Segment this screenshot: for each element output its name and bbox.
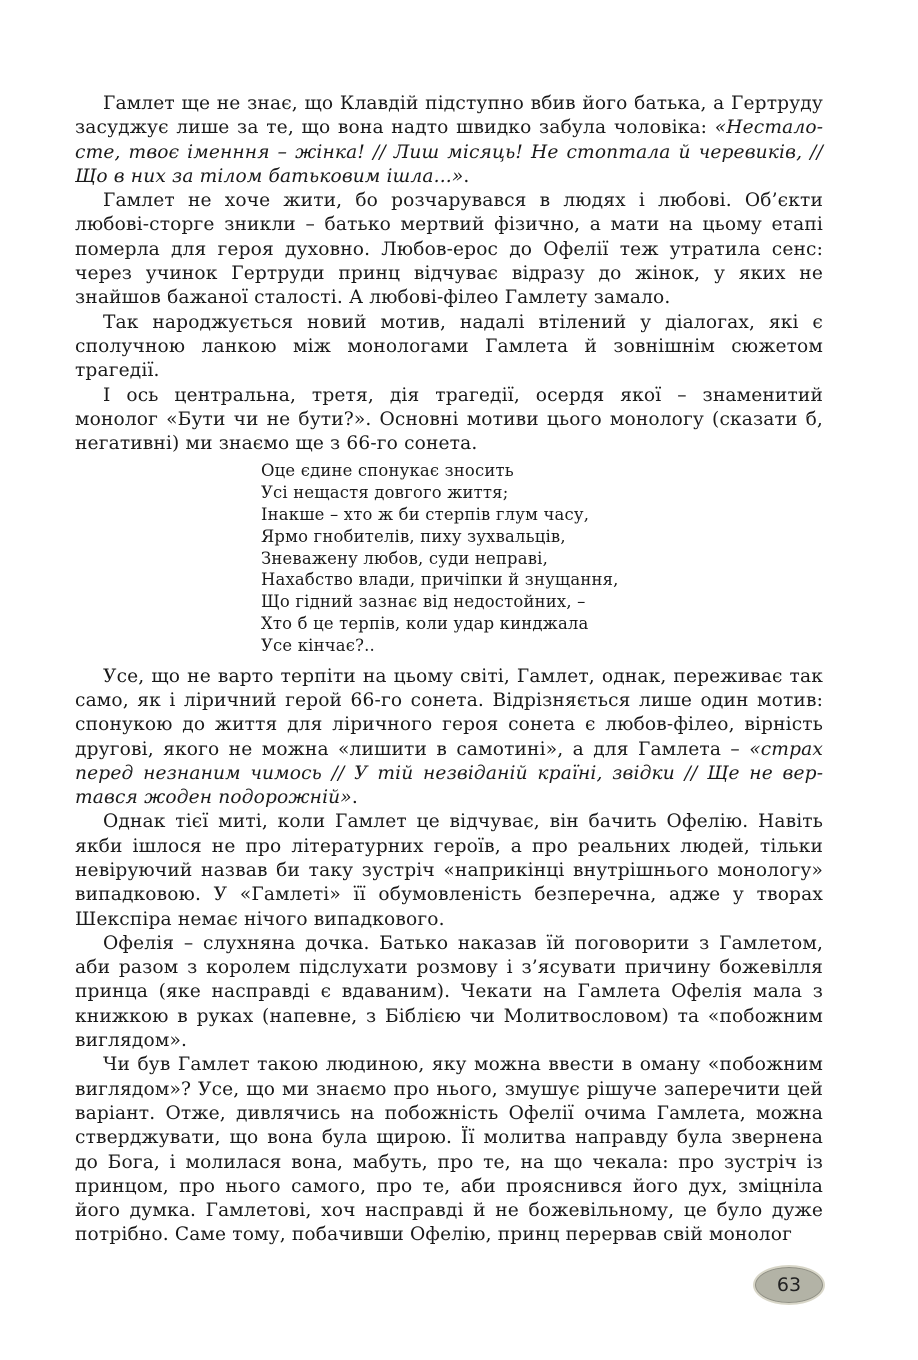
paragraph — [75, 311, 823, 384]
paragraphs-after — [75, 665, 823, 1248]
poem-line: Нахабство влади, причіпки й знущання, — [261, 570, 619, 590]
paragraph — [75, 189, 823, 310]
poem-line: Що гідний зазнає від недостойних, – — [261, 592, 586, 612]
poem-line: Хто б це терпів, коли удар кинджала — [261, 614, 589, 634]
page-content — [75, 92, 823, 1248]
text-run: Гамлет не хоче жити, бо розчарувався в людях і любові. Об’єкти любові-сторге зникли – батько мертвий фізично, а мати на цьому етапі померла для героя духовно. Любов-ерос до Офелії теж утратила сенс: через учинок Гертруди принц відчуває відразу до жінок, у яких не знайшов бажаної сталості. А любові-філео Гамлету замало. — [75, 190, 823, 309]
text-run: Усе, що не варто терпіти на цьому світі, Гамлет, однак, переживає так само, як і ліричний герой 66-го сонета. Відрізняється лише один мотив: спонукою до життя для ліричного героя сонета є любов-філео, вірність другові, якого не можна «лишити в самотині», а для Гамлета – — [75, 665, 823, 760]
paragraph — [75, 384, 823, 457]
text-run: Гамлет ще не знає, що Клавдій підступно вбив його батька, а Гертруду засуджує лише за те, що вона надто швидко забула чоловіка: — [75, 93, 823, 139]
text-run: Однак тієї миті, коли Гамлет це відчуває, він бачить Офелію. Навіть якби ішлося не про літературних героїв, а про реальних людей, тільки невіруючий назвав би таку зустріч «наприкінці внутрішнього монологу» випадковою. У «Гамлеті» її обумовленість безперечна, адже у творах Шекспіра немає нічого випадкового. — [75, 811, 823, 930]
text-run: Офелія – слухняна дочка. Батько наказав їй поговорити з Гамлетом, аби разом з королем підслухати розмову і з’ясувати причину божевілля принца (яке насправді є вдаваним). Чекати на Гамлета Офелія мала з книжкою в руках (напевне, з Біблією чи Молитвословом) та «побожним виглядом». — [75, 932, 823, 1052]
paragraphs-before — [75, 92, 823, 456]
paragraph — [75, 810, 823, 931]
text-run: Так народжується новий мотив, надалі втілений у діалогах, які є сполучною ланкою між монологами Гамлета й зовнішнім сюжетом трагедії. — [75, 311, 823, 382]
text-run: . — [463, 165, 470, 187]
poem-line: Інакше – хто ж би стерпів глум часу, — [261, 505, 590, 525]
page-number: 63 — [753, 1265, 825, 1305]
paragraph — [75, 932, 823, 1053]
poem-line: Ярмо гнобителів, пиху зухвальців, — [261, 526, 566, 546]
text-run: Чи був Гамлет такою людиною, яку можна ввести в оману «побожним виглядом»? Усе, що ми знаємо про нього, змушує рішуче заперечити цей варіант. Отже, дивлячись на побожність Офелії очима Гамлета, можна стверджувати, що вона була щирою. Її молитва направду була звернена до Бога, і молилася вона, мабуть, про те, на що чекала: про зустріч із принцом, про нього самого, про те, аби прояснився його дух, зміцніла його думка. Гамлетові, хоч насправді й не божевільному, це було дуже потрібно. Саме тому, побачивши Офелію, принц перервав свій монолог — [75, 1054, 823, 1246]
quote-run: «страх перед незнаним чимось // У тій незвіданій країні, звідки // Ще не вертався жоден подорожній» — [75, 738, 823, 809]
text-run: І ось центральна, третя, дія трагедії, осердя якої – знаменитий монолог «Бути чи не бути?». Основні мотиви цього монологу (сказати б, негативні) ми знаємо ще з 66-го сонета. — [75, 384, 823, 455]
poem-quote — [261, 460, 823, 656]
paragraph — [75, 665, 823, 811]
paragraph — [75, 1053, 823, 1247]
poem-line: Зневажену любов, суди неправі, — [261, 548, 549, 568]
quote-run: «Несталосте, твоє іменння – жінка! // Лиш місяць! Не стоптала й черевиків, // Що в них за тілом батьковим ішла...» — [75, 117, 823, 187]
poem-line: Оце єдине спонукає зносить — [261, 461, 514, 481]
poem-line: Усі нещастя довгого життя; — [261, 483, 509, 503]
paragraph — [75, 92, 823, 189]
text-run: . — [351, 787, 358, 809]
poem-line: Усе кінчає?.. — [261, 635, 375, 655]
